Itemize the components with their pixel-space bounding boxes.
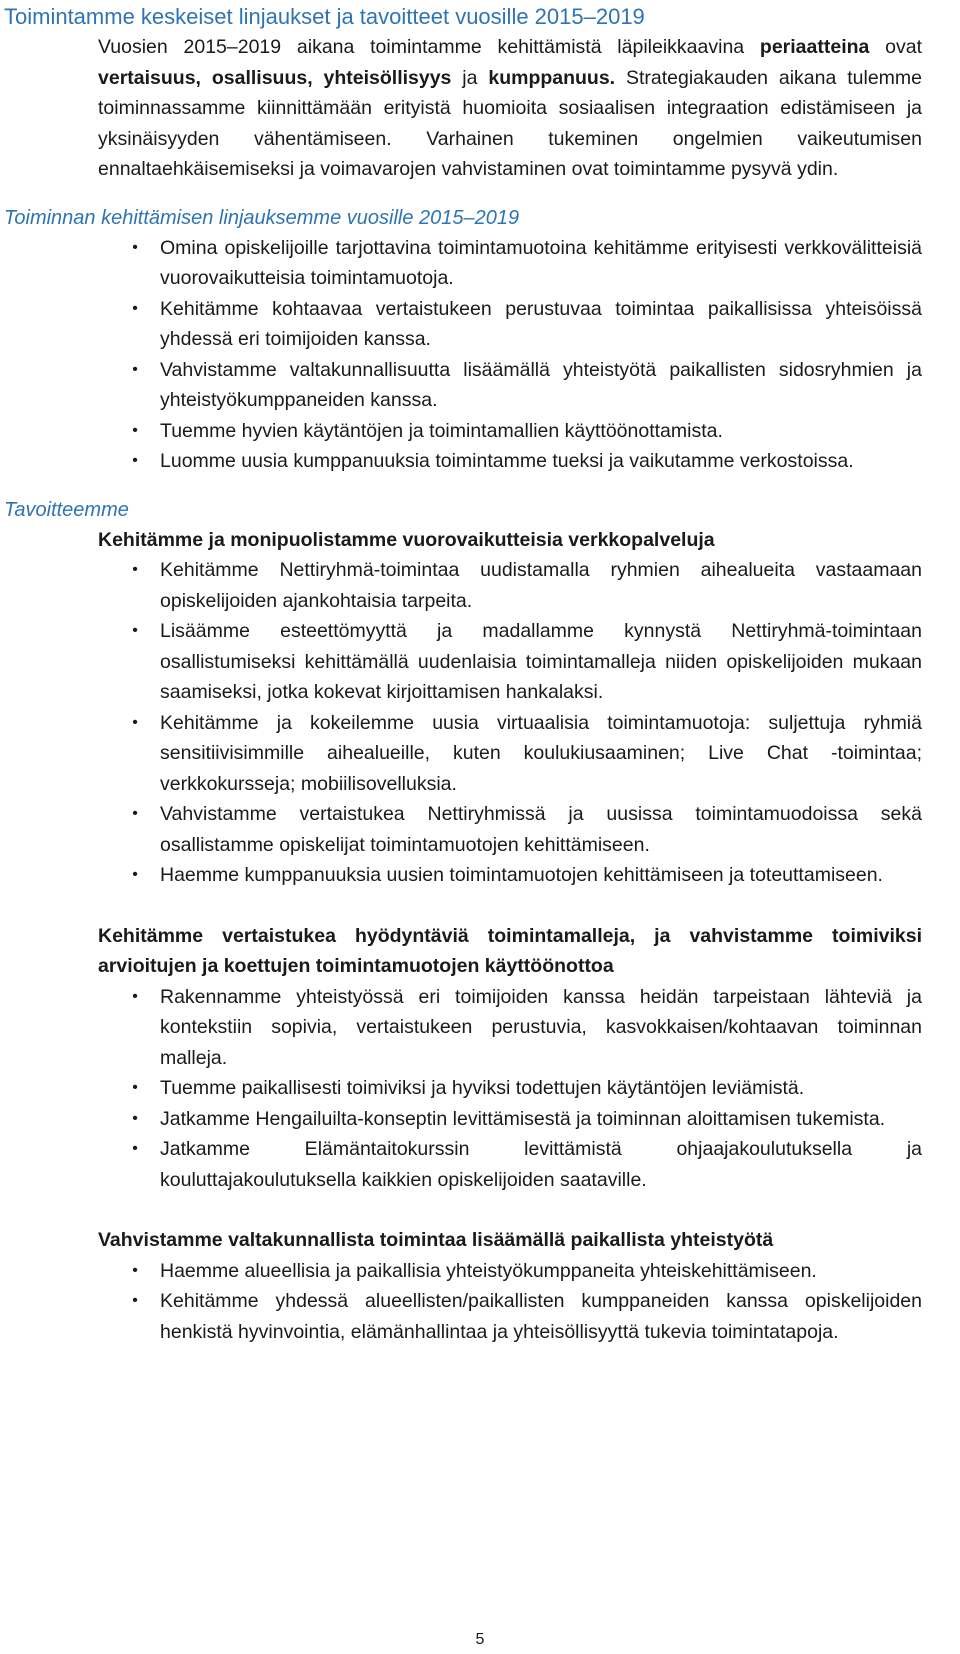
document-page (0, 2, 960, 1654)
list-item (132, 616, 922, 708)
list-item-text: Vahvistamme valtakunnallisuutta lisäämällä yhteistyötä paikallisten sidosryhmien ja yhteistyökumppaneiden kanssa. (160, 358, 922, 411)
list-item-text: Kehitämme kohtaavaa vertaistukeen perustuvaa toimintaa paikallisissa yhteisöissä yhdessä eri toimijoiden kanssa. (160, 297, 922, 350)
group-title: Kehitämme vertaistukea hyödyntäviä toimintamalleja, ja vahvistamme toimiviksi arvioitujen ja koettujen toimintamuotojen käyttöönottoa (98, 924, 922, 977)
bullet-icon: • (132, 987, 138, 1005)
list-item (132, 294, 922, 355)
tavoitteet-list-1 (4, 555, 922, 891)
list-item (132, 555, 922, 616)
list-item (132, 446, 922, 477)
list-item (132, 233, 922, 294)
list-item (132, 1104, 922, 1135)
bullet-icon: • (132, 1292, 138, 1309)
bullet-icon: • (132, 866, 138, 883)
intro-bold-1: periaatteina (759, 36, 870, 58)
group-title: Kehitämme ja monipuolistamme vuorovaikutteisia verkkopalveluja (98, 528, 715, 551)
main-heading: Toimintamme keskeiset linjaukset ja tavoitteet vuosille 2015–2019 (4, 4, 645, 29)
list-item (132, 1286, 922, 1347)
bullet-icon: • (132, 1140, 138, 1157)
list-item-text: Vahvistamme vertaistukea Nettiryhmissä ja uusissa toimintamuodoissa sekä osallistamme opiskelijat toimintamuotojen kehittämiseen. (160, 803, 922, 856)
list-item (132, 799, 922, 860)
list-item-text: Kehitämme yhdessä alueellisten/paikallisten kumppaneiden kanssa opiskelijoiden henkistä hyvinvointia, elämänhallintaa ja yhteisöllisyyttä tukevia toimintatapoja. (160, 1290, 922, 1343)
list-item (132, 860, 922, 891)
list-item (132, 1134, 922, 1195)
intro-bold-2: vertaisuus, osallisuus, yhteisöllisyys (98, 66, 452, 89)
list-item-text: Tuemme hyvien käytäntöjen ja toimintamallien käyttöönottamista. (160, 419, 723, 442)
bullet-icon: • (132, 1261, 138, 1279)
list-item (132, 355, 922, 416)
bullet-icon: • (132, 713, 138, 731)
intro-text-4: Strategiakauden aikana tulemme toiminnassamme kiinnittämään erityistä huomioita sosiaalisen integraation edistämiseen ja yksinäisyyden vähentämiseen. Varhainen tukeminen ongelmien vaikeutumisen ennaltaehkäisemiseksi ja voimavarojen vahvistaminen ovat toimintamme pysyvä ydin. (98, 66, 922, 180)
list-item (132, 982, 922, 1074)
bullet-icon: • (132, 1079, 138, 1096)
bullet-icon: • (132, 1109, 138, 1127)
list-item-text: Kehitämme ja kokeilemme uusia virtuaalisia toimintamuotoja: suljettuja ryhmiä sensitiivisimmille aihealueille, kuten koulukiusaaminen; Live Chat -toimintaa; verkkokursseja; mobiilisovelluksia. (160, 711, 922, 795)
list-item (132, 1256, 922, 1287)
intro-text-2: ovat (869, 36, 923, 58)
intro-text-3: ja (451, 66, 489, 89)
list-item-text: Tuemme paikallisesti toimiviksi ja hyviksi todettujen käytäntöjen leviämistä. (160, 1077, 805, 1099)
bullet-icon: • (132, 299, 138, 317)
bullet-icon: • (132, 238, 138, 256)
list-item (132, 708, 922, 800)
list-item-text: Jatkamme Elämäntaitokurssin levittämistä ohjaajakoulutuksella ja kouluttajakoulutuksella kaikkien opiskelijoiden saataville. (160, 1138, 922, 1191)
list-item (132, 416, 922, 447)
list-item-text: Rakennamme yhteistyössä eri toimijoiden kanssa heidän tarpeistaan lähteviä ja kontekstiin sopivia, vertaistukeen perustuvia, kasvokkaisen/kohtaavan toiminnan malleja. (160, 985, 922, 1069)
list-item-text: Lisäämme esteettömyyttä ja madallamme kynnystä Nettiryhmä-toimintaan osallistumiseksi kehittämällä uudenlaisia toimintamalleja niiden opiskelijoiden mukaan saamiseksi, jotka kokevat kirjoittamisen hankalaksi. (160, 620, 922, 703)
list-item-text: Omina opiskelijoille tarjottavina toimintamuotoina kehitämme erityisesti verkkovälitteisiä vuorovaikutteisia toimintamuotoja. (160, 236, 922, 289)
page-number: 5 (475, 1631, 485, 1648)
bullet-icon: • (132, 805, 138, 822)
group-title: Vahvistamme valtakunnallista toimintaa lisäämällä paikallista yhteistyötä (98, 1229, 774, 1251)
list-item-text: Haemme alueellisia ja paikallisia yhteistyökumppaneita yhteiskehittämiseen. (160, 1259, 817, 1282)
intro-text-1: Vuosien 2015–2019 aikana toimintamme kehittämistä läpileikkaavina (98, 36, 760, 58)
bullet-icon: • (132, 421, 138, 439)
list-item-text: Luomme uusia kumppanuuksia toimintamme tueksi ja vaikutamme verkostoissa. (160, 450, 854, 472)
intro-paragraph (98, 32, 922, 185)
section-heading-linjaukset: Toiminnan kehittämisen linjauksemme vuosille 2015–2019 (4, 206, 520, 229)
list-item (132, 1073, 922, 1104)
intro-bold-3: kumppanuus. (488, 66, 616, 89)
tavoitteet-list-3 (4, 1256, 922, 1348)
section-heading-tavoitteet: Tavoitteemme (4, 498, 129, 521)
tavoitteet-list-2 (4, 982, 922, 1196)
bullet-icon: • (132, 622, 138, 639)
list-item-text: Haemme kumppanuuksia uusien toimintamuotojen kehittämiseen ja toteuttamiseen. (160, 864, 883, 886)
bullet-icon: • (132, 452, 138, 469)
bullet-icon: • (132, 561, 138, 578)
list-item-text: Jatkamme Hengailuilta-konseptin levittämisestä ja toiminnan aloittamisen tukemista. (160, 1107, 886, 1130)
list-item-text: Kehitämme Nettiryhmä-toimintaa uudistamalla ryhmien aihealueita vastaamaan opiskelijoiden ajankohtaisia tarpeita. (160, 559, 922, 612)
bullet-icon: • (132, 360, 138, 378)
linjaukset-list (4, 233, 922, 477)
